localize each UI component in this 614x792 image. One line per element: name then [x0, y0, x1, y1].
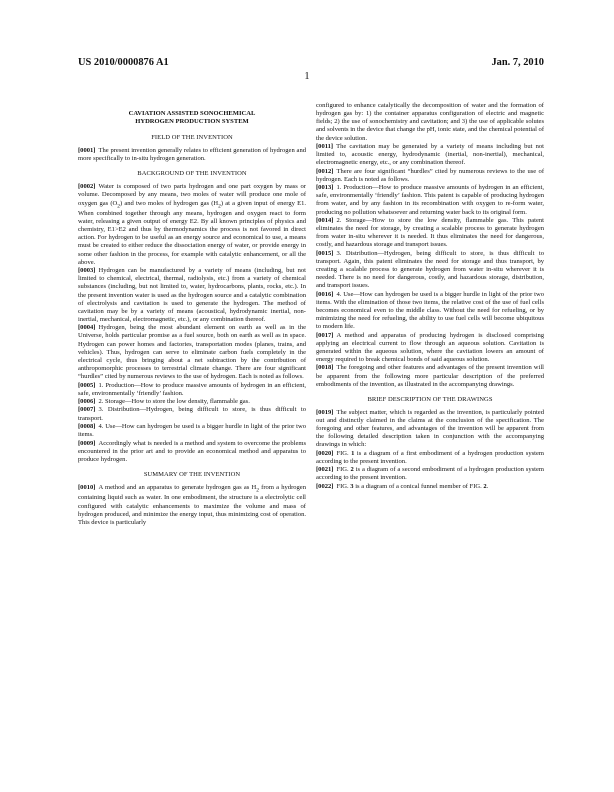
paragraph-number: [0011] [316, 142, 334, 150]
paragraph-number: [0018] [316, 364, 334, 372]
page-number: 1 [304, 71, 310, 82]
paragraph-text: FIG. [336, 466, 351, 474]
paragraph-number: [0017] [316, 331, 334, 339]
paragraph-number: [0015] [316, 249, 334, 257]
paragraph-0018 [316, 364, 544, 388]
paragraph-text: 3. Distribution—Hydrogen, being difficult to store, is thus difficult to transport. Again, this patent eliminates the need for storage and thus transport, by creating a scalable process to generate hydrogen from water in-situ wherever it is needed. There is no need for dangerous, costly, and hazardous storage, distribution, and transport issues. [316, 249, 544, 290]
paragraph-0014 [316, 217, 544, 250]
paragraph-0022 [316, 483, 544, 491]
title-line-2: HYDROGEN PRODUCTION SYSTEM [135, 118, 249, 126]
paragraph-0010 [78, 484, 306, 527]
paragraph-text: Accordingly what is needed is a method and system to overcome the problems encountered in the prior art and to provide an economical method and apparatus to produce hydrogen. [78, 439, 306, 463]
paragraph-text: 2. Storage—How to store the low density, flammable gas. [98, 398, 250, 406]
paragraph-number: [0016] [316, 290, 334, 298]
subscript: 2 [256, 487, 259, 494]
paragraph-number: [0014] [316, 216, 334, 224]
paragraph-number: [0010] [78, 484, 96, 492]
paragraph-text: 4. Use—How can hydrogen be used is a bigger hurdle in light of the prior two items. With the elimination of those two items, the relative cost of the use of fuel cells becomes economical even to the middle class. Without the need for refueling, or by minimizing the need for refueling, the ability to use fuel cells will become ubiquitous to modern life. [316, 290, 544, 331]
figure-number: 2 [350, 466, 354, 474]
invention-title [78, 110, 306, 127]
paragraph-0011 [316, 143, 544, 167]
paragraph-number: [0006] [78, 398, 96, 406]
paragraph-text: FIG. [336, 482, 351, 490]
paragraph-text: 1. Production—How to produce massive amounts of hydrogen in an efficient, safe, environmentally ‘friendly’ fashion. [78, 381, 306, 397]
paragraph-0016 [316, 291, 544, 332]
paragraph-0021 [316, 466, 544, 482]
paragraph-text: FIG. [336, 449, 352, 457]
paragraph-0017 [316, 332, 544, 365]
paragraph-number: [0001] [78, 146, 96, 154]
heading-summary: SUMMARY OF THE INVENTION [143, 470, 241, 478]
paragraph-number: [0002] [78, 183, 96, 191]
figure-number: 1 [351, 449, 355, 457]
paragraph-text: 4. Use—How can hydrogen be used is a bigger hurdle in light of the prior two items. [78, 423, 306, 439]
paragraph-number: [0004] [78, 324, 96, 332]
paragraph-text: ) at a given input of energy E1. When combined together through any means, hydrogen and oxygen react to form water, releasing a given output of energy E2. By all known principles of physics and chemistry, E1>E2 and thus by thermodynamics the process is not favored in direct action. For hydrogen to be useful as an energy source and economical to use, a means must be created to either reduce the dissociation energy of water, or provide energy in some other fashion in the process, for example with catalytic enhancement, or all the above. [78, 199, 306, 266]
paragraph-text: A method and apparatus of producing hydrogen is disclosed comprising applying an electrical current to flow through an aqueous solution. Cavitation is generated within the aqueous solution, where the cavitation lowers an amount of energy required to break chemical bonds of said aqueous solution. [316, 331, 544, 363]
publication-date: Jan. 7, 2010 [491, 57, 544, 68]
paragraph-number: [0009] [78, 439, 96, 447]
paragraph-text: The present invention generally relates to efficient generation of hydrogen and more specifically to in-situ hydrogen generation. [78, 146, 306, 163]
paragraph-0020 [316, 450, 544, 466]
paragraph-number: [0019] [316, 408, 334, 416]
left-column [78, 102, 306, 527]
paragraph-number: [0021] [316, 466, 334, 474]
paragraph-text: The cavitation may be generated by a variety of means including but not limited to, acoustic energy, hydrodynamic (inertial, non-inertial), mechanical, electromagnetic energy, etc., or any combination thereof. [316, 142, 544, 167]
paragraph-text: from a hydrogen containing liquid such as water. In one embodiment, the structure is a electrolytic cell configured with catalytic enhancements to maximize the volume and mass of hydrogen produced, and minimize the energy input, thus minimizing cost of operation. This device is particularly [78, 484, 306, 526]
paragraph-0005 [78, 382, 306, 398]
paragraph-number: [0022] [316, 482, 334, 490]
paragraph-0009 [78, 440, 306, 464]
paragraph-text: The foregoing and other features and advantages of the present invention will be apparent from the following more particular description of the preferred embodiments of the invention, as illustrated in the accompanying drawings. [316, 364, 544, 388]
paragraph-text: . [486, 482, 489, 490]
paragraph-0012 [316, 168, 544, 184]
subscript: 2 [117, 202, 120, 209]
paragraph-number: [0003] [78, 267, 96, 275]
paragraph-number: [0012] [316, 167, 334, 175]
paragraph-0001 [78, 147, 306, 163]
paragraph-text: Hydrogen, being the most abundant element on earth as well as in the Universe, holds particular promise as a fuel source, both on earth as well as in space. Hydrogen can power homes and factories, transportation modes (planes, trains, and vehicles). Thus, hydrogen can serve to eliminate carbon fuels completely in the electrical cycle, thus bringing about a net subtraction by the contribution of anthropomorphic processes to terrestrial climate change. There are four significant “hurdles” cited by numerous reviews to the use of hydrogen. Each is noted as follows. [78, 324, 306, 381]
paragraph-number: [0008] [78, 423, 96, 431]
paragraph-text: is a diagram of a second embodiment of a hydrogen production system according to the present invention. [316, 466, 544, 482]
figure-number: 2 [483, 482, 487, 490]
paragraph-0010-continued: configured to enhance catalytically the decomposition of water and the formation of hydrogen gas by: 1) the container apparatus configuration of electric and magnetic fields; 2) the use of sonochemistry and cavitation; and 3) the use of applicable solutes and solvents in the device that change the pH, ionic state, and the chemical potential of the device solution. [316, 102, 544, 142]
paragraph-0013 [316, 184, 544, 217]
title-line-1: CAVIATION ASSISTED SONOCHEMICAL [128, 110, 256, 117]
paragraph-0015 [316, 250, 544, 291]
paragraph-text: 3. Distribution—Hydrogen, being difficult to store, is thus difficult to transport. [78, 406, 306, 422]
paragraph-text: 2. Storage—How to store the low density, flammable gas. This patent eliminates the need for storage, by creating a scalable process to generate hydrogen from water in-situ wherever it is needed. It thus eliminates the need for dangerous, costly, and hazardous storage and transport issues. [316, 216, 544, 249]
heading-field: FIELD OF THE INVENTION [151, 133, 233, 141]
paragraph-number: [0005] [78, 381, 96, 389]
paragraph-text: 1. Production—How to produce massive amounts of hydrogen in an efficient, safe, environmentally ‘friendly’ fashion. This patent is capable of producing hydrogen from water, and by any fashion in its recombination with oxygen to re-form water, producing no pollution whatsoever and returning water back to its original form. [316, 184, 544, 216]
paragraph-0007 [78, 406, 306, 422]
paragraph-text: Water is composed of two parts hydrogen and one part oxygen by mass or volume. Decomposed by any means, two moles of water will produce one mole of oxygen gas (O [78, 183, 306, 207]
paragraph-0008 [78, 423, 306, 439]
paragraph-text: is a diagram of a conical funnel member of FIG. [353, 482, 484, 490]
paragraph-text: A method and an apparatus to generate hydrogen gas as H [98, 484, 257, 492]
paragraph-text: Hydrogen can be manufactured by a variety of means (including, but not limited to chemical, electrical, thermal, radiolysis, etc.) from a variety of chemical substances (including, but not limited to, water, hydrocarbons, plants, rocks, etc.). In the present invention water is used as the hydrogen source and a catalytic combination of electrolysis and cavitation is used to generate the hydrogen. The method of cavitation may be by a variety of means (acoustical, hydrodynamic inertial, non-inertial, mechanical, electromagnetic, etc.), or any combination thereof. [78, 267, 306, 323]
paragraph-0002 [78, 183, 306, 267]
right-column [316, 102, 544, 491]
subscript: 2 [218, 202, 221, 209]
paragraph-text: The subject matter, which is regarded as the invention, is particularly pointed out and distinctly claimed in the claims at the conclusion of the specification. The foregoing and other features, and advantages of the invention will be apparent from the following detailed description taken in conjunction with the accompanying drawings in which: [316, 408, 544, 449]
heading-background: BACKGROUND OF THE INVENTION [137, 170, 247, 178]
paragraph-number: [0007] [78, 406, 96, 414]
paragraph-text: is a diagram of a first embodiment of a hydrogen production system according to the present invention. [316, 449, 544, 465]
publication-number: US 2010/0000876 A1 [78, 57, 169, 68]
paragraph-0003 [78, 267, 306, 324]
paragraph-0019 [316, 409, 544, 450]
paragraph-text: ) and two moles of hydrogen gas (H [119, 199, 219, 207]
heading-drawings: BRIEF DESCRIPTION OF THE DRAWINGS [367, 395, 493, 403]
paragraph-text: There are four significant “hurdles” cited by numerous reviews to the use of hydrogen. Each is noted as follows. [316, 167, 544, 183]
paragraph-0006 [78, 398, 306, 406]
paragraph-number: [0013] [316, 184, 334, 192]
figure-number: 3 [350, 482, 354, 490]
paragraph-0004 [78, 324, 306, 381]
paragraph-number: [0020] [316, 449, 334, 457]
